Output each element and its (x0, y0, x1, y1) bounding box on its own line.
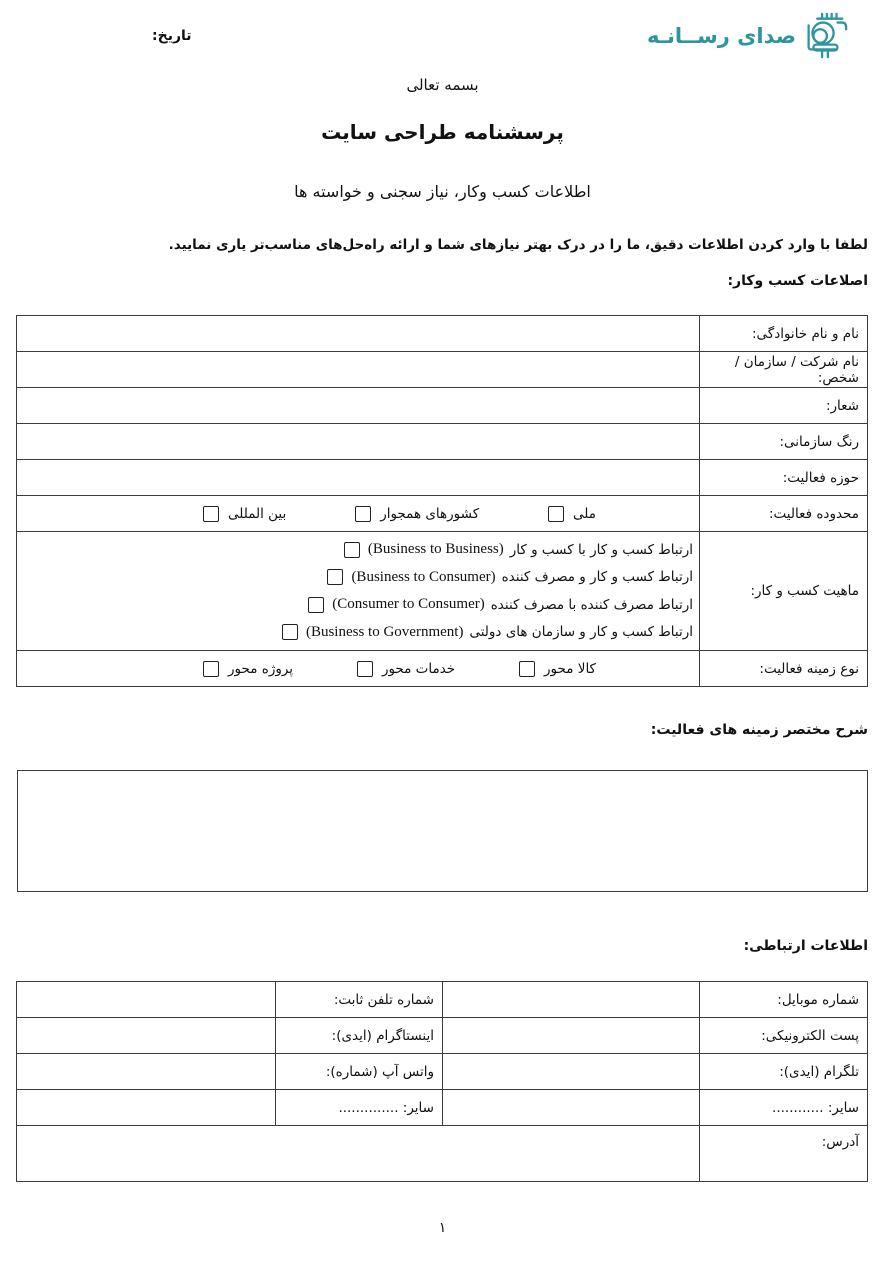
option-b2c-label-en: (Business to Consumer) (351, 568, 496, 585)
slogan-input-cell[interactable] (17, 388, 700, 424)
activity-field-label: حوزه فعالیت: (700, 460, 868, 496)
table-row (17, 388, 868, 424)
vintage-camera-icon (799, 10, 849, 62)
table-row (17, 316, 868, 352)
option-international (203, 506, 286, 522)
checkbox-international[interactable] (203, 506, 219, 522)
checkbox-project-oriented[interactable] (203, 661, 219, 677)
checkbox-product-oriented[interactable] (519, 661, 535, 677)
option-b2g (23, 619, 693, 647)
business-nature-options-cell (17, 532, 700, 651)
option-international-label: بین المللی (228, 505, 287, 522)
table-row (17, 1054, 868, 1090)
fullname-input-cell[interactable] (17, 316, 700, 352)
company-name-label: نام شرکت / سازمان / شخص: (700, 352, 868, 388)
other-left-input-cell[interactable] (17, 1090, 276, 1126)
whatsapp-input-cell[interactable] (17, 1054, 276, 1090)
slogan-label: شعار: (700, 388, 868, 424)
fullname-label: نام و نام خانوادگی: (700, 316, 868, 352)
description-section-heading: شرح مختصر زمینه های فعالیت: (650, 722, 868, 738)
checkbox-neighboring-countries[interactable] (355, 506, 371, 522)
brand-color-label: رنگ سازمانی: (700, 424, 868, 460)
option-neighboring-countries (355, 506, 479, 522)
option-project-oriented-label: پروژه محور (228, 660, 294, 677)
activity-scope-label: محدوده فعالیت: (700, 496, 868, 532)
table-row (17, 1018, 868, 1054)
business-nature-label: ماهیت کسب و کار: (700, 532, 868, 651)
mobile-input-cell[interactable] (443, 982, 700, 1018)
option-c2c-label-fa: ارتباط مصرف کننده با مصرف کننده (490, 596, 693, 613)
table-row (17, 460, 868, 496)
table-row (17, 1090, 868, 1126)
business-section-heading: اصلاعات کسب وکار: (727, 273, 868, 289)
company-name-input-cell[interactable] (17, 352, 700, 388)
option-c2c (23, 591, 693, 619)
checkbox-service-oriented[interactable] (357, 661, 373, 677)
option-neighboring-countries-label: کشورهای همجوار (380, 505, 480, 522)
other-right-label: سایر: ............ (700, 1090, 868, 1126)
option-national-label: ملی (573, 505, 596, 522)
checkbox-b2g[interactable] (282, 624, 298, 640)
checkbox-b2c[interactable] (327, 569, 343, 585)
option-b2c (23, 564, 693, 592)
bismillah-text: بسمه تعالی (406, 76, 479, 94)
table-row (17, 651, 868, 687)
option-b2c-label-fa: ارتباط کسب و کار و مصرف کننده (501, 569, 693, 586)
option-b2b-label-fa: ارتباط کسب و کار با کسب و کار (509, 541, 693, 558)
table-row (17, 532, 868, 651)
brand-logo (647, 10, 849, 62)
activity-scope-options-cell (17, 496, 700, 532)
address-input-cell[interactable] (17, 1126, 700, 1182)
option-b2g-label-en: (Business to Government) (305, 623, 464, 640)
description-input-box[interactable] (17, 770, 868, 892)
instagram-input-cell[interactable] (17, 1018, 276, 1054)
option-service-oriented (357, 661, 455, 677)
instagram-label: اینستاگرام (ایدی): (276, 1018, 443, 1054)
brand-name: صدای رســانـه (647, 24, 796, 48)
brand-color-input-cell[interactable] (17, 424, 700, 460)
option-c2c-label-en: (Consumer to Consumer) (332, 596, 485, 613)
table-row (17, 496, 868, 532)
landline-input-cell[interactable] (17, 982, 276, 1018)
activity-type-options-cell (17, 651, 700, 687)
page-subtitle: اطلاعات کسب وکار، نیاز سجنی و خواسته ها (294, 182, 591, 201)
option-product-oriented (519, 661, 596, 677)
option-national (548, 506, 596, 522)
other-left-label: سایر: .............. (276, 1090, 443, 1126)
checkbox-c2c[interactable] (308, 597, 324, 613)
address-label: آدرس: (700, 1126, 868, 1182)
option-b2b-label-en: (Business to Business) (367, 541, 504, 558)
option-project-oriented (203, 661, 293, 677)
activity-type-label: نوع زمینه فعالیت: (700, 651, 868, 687)
checkbox-national[interactable] (548, 506, 564, 522)
table-row (17, 352, 868, 388)
option-service-oriented-label: خدمات محور (381, 660, 456, 677)
checkbox-b2b[interactable] (344, 542, 360, 558)
other-right-input-cell[interactable] (443, 1090, 700, 1126)
email-input-cell[interactable] (443, 1018, 700, 1054)
telegram-input-cell[interactable] (443, 1054, 700, 1090)
option-b2b (23, 536, 693, 564)
whatsapp-label: واتس آپ (شماره): (276, 1054, 443, 1090)
activity-field-input-cell[interactable] (17, 460, 700, 496)
table-row (17, 982, 868, 1018)
contact-section-heading: اطلاعات ارتباطی: (743, 938, 868, 954)
mobile-label: شماره موبایل: (700, 982, 868, 1018)
intro-paragraph: لطفا با وارد کردن اطلاعات دقیق، ما را در درک بهتر نیازهای شما و ارائه راه‌حل‌های مناسب‌تر یاری نمایید. (168, 237, 868, 253)
option-product-oriented-label: کالا محور (544, 660, 596, 677)
landline-label: شماره تلفن ثابت: (276, 982, 443, 1018)
page-title: پرسشنامه طراحی سایت (321, 120, 564, 144)
option-b2g-label-fa: ارتباط کسب و کار و سازمان های دولتی (469, 624, 693, 641)
date-label: تاریخ: (152, 28, 192, 44)
business-info-table (16, 315, 868, 687)
table-row (17, 424, 868, 460)
telegram-label: تلگرام (ایدی): (700, 1054, 868, 1090)
table-row (17, 1126, 868, 1182)
contact-info-table (16, 981, 868, 1182)
email-label: پست الکترونیکی: (700, 1018, 868, 1054)
page-number: ۱ (438, 1220, 447, 1236)
